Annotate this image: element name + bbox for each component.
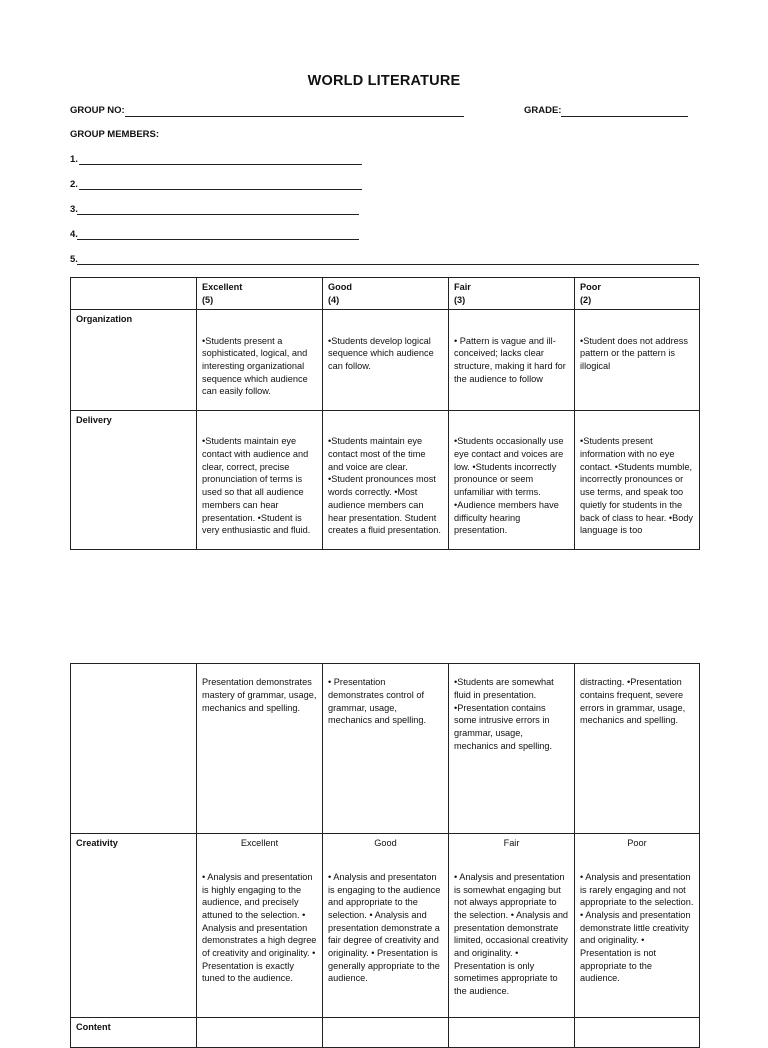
criterion-label: Delivery	[71, 411, 197, 550]
group-no-line	[125, 116, 464, 117]
level-label: Good	[374, 838, 397, 848]
level-label: Excellent	[240, 838, 279, 848]
rubric-table	[70, 277, 700, 550]
table-row	[71, 1018, 700, 1048]
table-cell: distracting. •Presentation contains frequent, severe errors in grammar, usage, mechanics and spelling.	[575, 664, 700, 834]
member-number: 1.	[70, 154, 78, 165]
criterion-label: Organization	[71, 310, 197, 411]
criterion-label	[71, 664, 197, 834]
member-number: 3.	[70, 204, 78, 215]
table-cell: •Students maintain eye contact with audience and clear, correct, precise pronunciation of terms is used so that all audience members can hear presentation. •Student is very enthusiastic and fluid.	[197, 411, 323, 550]
table-cell: Good • Analysis and presentaton is engaging to the audience and appropriate to the selection. • Analysis and presentation demonstrate a fair degree of creativity and originality. • Presentation is generally appropriate to the audience.	[323, 834, 449, 1018]
member-line	[77, 264, 699, 265]
table-cell: •Student does not address pattern or the pattern is illogical	[575, 310, 700, 411]
member-line	[77, 214, 359, 215]
table-row	[71, 310, 700, 411]
table-cell: • Pattern is vague and ill-conceived; lacks clear structure, making it hard for the audience to follow	[449, 310, 575, 411]
table-cell: •Students are somewhat fluid in presentation. •Presentation contains some intrusive errors in grammar, usage, mechanics and spelling.	[449, 664, 575, 834]
criterion-label: Content	[71, 1018, 197, 1048]
table-cell: • Presentation demonstrates control of grammar, usage, mechanics and spelling.	[323, 664, 449, 834]
table-row	[71, 664, 700, 834]
grade-line	[561, 116, 688, 117]
table-cell: Excellent • Analysis and presentation is highly engaging to the audience, and precisely attuned to the selection. • Analysis and presentation demonstrates a high degree of creativity and originality. • Presentation is exactly tuned to the audience.	[197, 834, 323, 1018]
member-line	[79, 164, 362, 165]
level-header: Fair (3)	[449, 278, 575, 310]
table-cell	[71, 278, 197, 310]
member-number: 2.	[70, 179, 78, 190]
table-cell: Poor • Analysis and presentation is rarely engaging and not appropriate to the selection. • Analysis and presentation demonstrate little creativity and originality. • Presentation is not appropriate to the audience.	[575, 834, 700, 1018]
member-number: 5.	[70, 254, 78, 265]
criterion-label: Creativity	[71, 834, 197, 1018]
table-cell: Presentation demonstrates mastery of grammar, usage, mechanics and spelling.	[197, 664, 323, 834]
rubric-table-continued	[70, 663, 700, 1048]
table-cell: Fair • Analysis and presentation is somewhat engaging but not always appropriate to the selection. • Analysis and presentation demonstrate limited, occasional creativity and originality. • Presentation is only sometimes appropriate to the audience.	[449, 834, 575, 1018]
level-label: Fair	[503, 838, 520, 848]
table-cell	[197, 1018, 323, 1048]
level-header: Excellent (5)	[197, 278, 323, 310]
member-line	[77, 239, 359, 240]
table-cell	[449, 1018, 575, 1048]
member-number: 4.	[70, 229, 78, 240]
table-row	[71, 411, 700, 550]
table-cell: •Students maintain eye contact most of the time and voice are clear. •Student pronounces most words correctly. •Most audience members can hear presentation. Student creates a fluid presentation.	[323, 411, 449, 550]
group-no-label: GROUP NO:	[70, 105, 125, 116]
member-line	[79, 189, 362, 190]
page-title: WORLD LITERATURE	[307, 73, 461, 89]
table-cell	[323, 1018, 449, 1048]
table-row	[71, 834, 700, 1018]
level-header: Good (4)	[323, 278, 449, 310]
table-cell: •Students present a sophisticated, logical, and interesting organizational sequence which audience can easily follow.	[197, 310, 323, 411]
level-header: Poor (2)	[575, 278, 700, 310]
table-cell: •Students occasionally use eye contact and voices are low. •Students incorrectly pronounce or seem unfamiliar with terms. •Audience members have difficulty hearing presentation.	[449, 411, 575, 550]
table-header-row	[71, 278, 700, 310]
table-cell: •Students develop logical sequence which audience can follow.	[323, 310, 449, 411]
grade-label: GRADE:	[524, 105, 562, 116]
table-cell	[575, 1018, 700, 1048]
level-label: Poor	[627, 838, 647, 848]
group-members-label: GROUP MEMBERS:	[70, 129, 160, 140]
table-cell: •Students present information with no eye contact. •Students mumble, incorrectly pronounces or use terms, and speak too quietly for students in the back of class to hear. •Body language is too	[575, 411, 700, 550]
